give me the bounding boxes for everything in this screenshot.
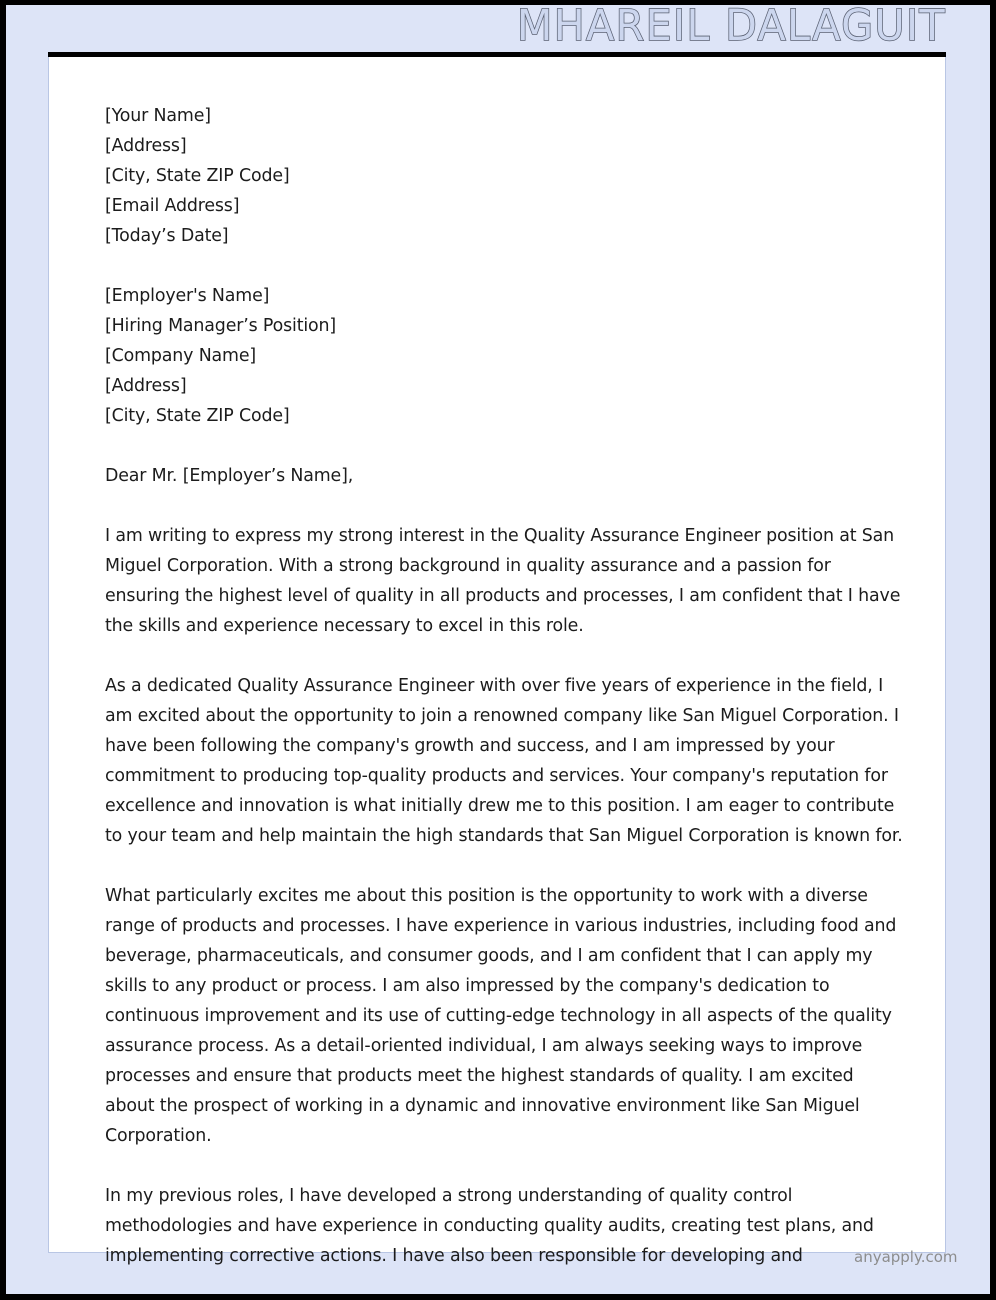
sender-line: [Today’s Date] <box>105 226 229 246</box>
letter-body <box>105 101 905 1271</box>
recipient-line: [Hiring Manager’s Position] <box>105 316 337 336</box>
sender-line: [Your Name] <box>105 106 211 126</box>
letterhead-name: MHAREIL DALAGUIT <box>516 5 946 51</box>
body-paragraph: I am writing to express my strong interest in the Quality Assurance Engineer position at San Miguel Corporation. With a strong background in quality assurance and a passion for ensuring the highest level of quality in all products and processes, I am confident that I have the skills and experience necessary to excel in this role. <box>105 526 901 636</box>
recipient-line: [Address] <box>105 376 187 396</box>
sender-address-block <box>105 101 905 251</box>
body-paragraph: What particularly excites me about this position is the opportunity to work with a diverse range of products and processes. I have experience in various industries, including food and beverage, pharmaceuticals, and consumer goods, and I am confident that I can apply my skills to any product or process. I am also impressed by the company's dedication to continuous improvement and its use of cutting-edge technology in all aspects of the quality assurance process. As a detail-oriented individual, I am always seeking ways to improve processes and ensure that products meet the highest standards of quality. I am excited about the prospect of working in a dynamic and innovative environment like San Miguel Corporation. <box>105 886 897 1146</box>
salutation: Dear Mr. [Employer’s Name], <box>105 466 354 486</box>
watermark-anyapply: anyapply.com <box>854 1248 958 1266</box>
letterhead <box>6 5 990 52</box>
recipient-line: [City, State ZIP Code] <box>105 406 290 426</box>
recipient-line: [Company Name] <box>105 346 257 366</box>
recipient-line: [Employer's Name] <box>105 286 270 306</box>
sender-line: [Address] <box>105 136 187 156</box>
sender-line: [Email Address] <box>105 196 240 216</box>
body-paragraph: As a dedicated Quality Assurance Engineer with over five years of experience in the field, I am excited about the opportunity to join a renowned company like San Miguel Corporation. I have been following the company's growth and success, and I am impressed by your commitment to producing top-quality products and services. Your company's reputation for excellence and innovation is what initially drew me to this position. I am eager to contribute to your team and help maintain the high standards that San Miguel Corporation is known for. <box>105 676 903 846</box>
body-paragraph: In my previous roles, I have developed a strong understanding of quality control methodologies and have experience in conducting quality audits, creating test plans, and implementing corrective actions. I have also been responsible for developing and <box>105 1186 874 1266</box>
sender-line: [City, State ZIP Code] <box>105 166 290 186</box>
document-canvas <box>6 5 990 1294</box>
recipient-address-block <box>105 281 905 431</box>
